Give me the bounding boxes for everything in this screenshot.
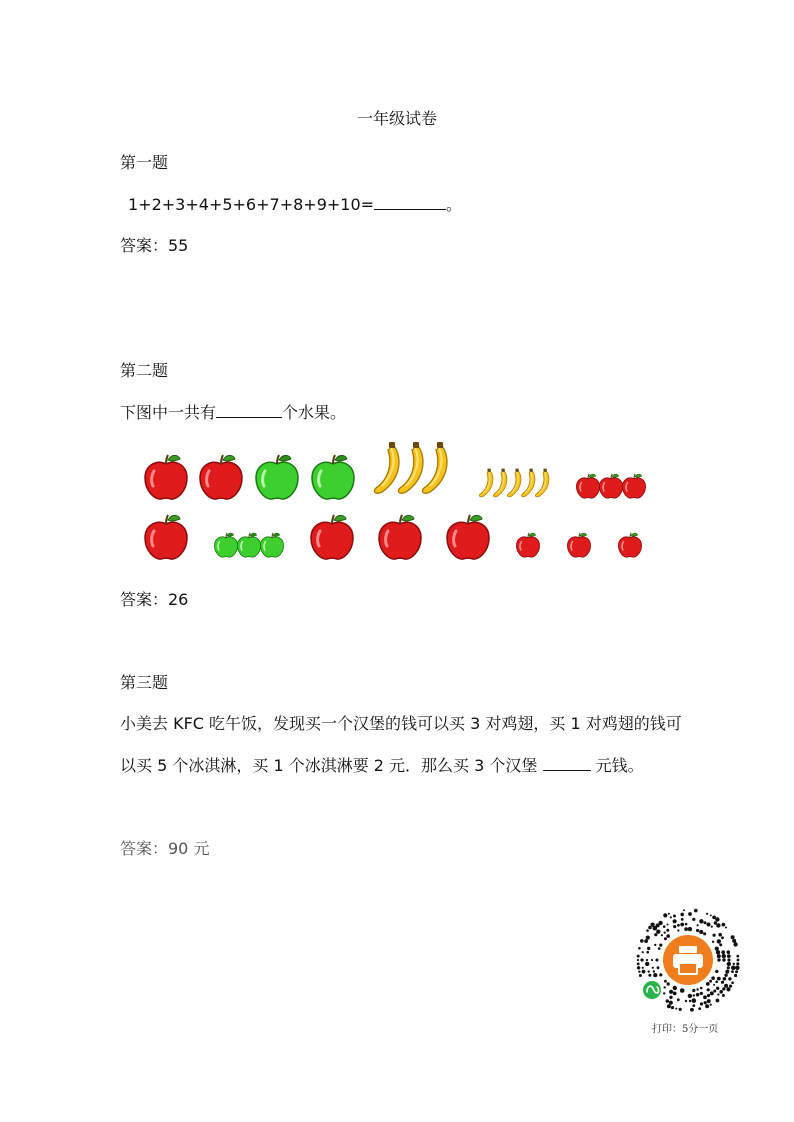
qr-dot: [642, 967, 644, 969]
qr-dot: [677, 998, 680, 1001]
qr-dot: [685, 1000, 687, 1002]
qr-dot: [645, 962, 649, 966]
qr-dot: [735, 966, 739, 970]
qr-dot: [710, 1004, 712, 1006]
qr-dot: [721, 936, 724, 939]
qr-dot: [699, 930, 703, 934]
qr-dot: [707, 988, 710, 991]
qr-dot: [735, 970, 738, 973]
qr-dot: [673, 992, 677, 996]
qr-dot: [706, 982, 710, 986]
qr-dot: [696, 993, 700, 997]
qr-dot: [656, 930, 660, 934]
qr-dot: [638, 971, 640, 973]
q3-line2-after: 元钱。: [595, 756, 644, 775]
qr-dot: [656, 959, 659, 962]
qr-dot: [727, 954, 731, 958]
banana-bunch-3-icon: [374, 442, 447, 493]
qr-dot: [664, 980, 667, 983]
qr-dot: [666, 999, 669, 1002]
q2-text-after: 个水果。: [282, 403, 347, 422]
qr-dot: [728, 977, 731, 980]
qr-dot: [696, 988, 698, 990]
q1-answer: 答案：55: [120, 236, 189, 255]
qr-dot: [719, 990, 723, 994]
qr-dot: [721, 950, 725, 954]
q3-answer-blank[interactable]: [543, 756, 591, 771]
qr-dot: [642, 970, 646, 974]
qr-dot: [667, 1004, 671, 1008]
qr-dot: [712, 941, 714, 943]
qr-dot: [707, 999, 711, 1003]
qr-dot: [642, 951, 644, 953]
qr-dot: [722, 994, 725, 997]
qr-dot: [675, 1008, 677, 1010]
qr-dot: [637, 963, 640, 966]
qr-dot: [726, 987, 730, 991]
qr-dot: [722, 987, 725, 990]
qr-dot: [717, 977, 721, 981]
qr-dot: [637, 955, 640, 958]
qr-dot: [646, 936, 650, 940]
qr-dot: [696, 929, 699, 932]
qr-dot: [703, 932, 706, 935]
qr-dot: [697, 924, 699, 926]
qr-dot: [667, 982, 670, 985]
qr-dot: [680, 913, 684, 917]
q1-expression: 1+2+3+4+5+6+7+8+9+10=: [128, 195, 375, 214]
q3-answer: 答案：90 元: [120, 839, 210, 858]
qr-dot: [663, 925, 666, 928]
qr-dot: [666, 929, 669, 932]
qr-dot: [707, 923, 711, 927]
qr-dot: [725, 970, 729, 974]
qr-dot: [651, 923, 655, 927]
qr-dot: [692, 989, 695, 992]
apple-green-icon: [256, 455, 298, 499]
qr-dot: [710, 991, 714, 995]
qr-dot: [639, 974, 642, 977]
qr-dot: [724, 974, 727, 977]
qr-dot: [661, 934, 663, 936]
qr-dot: [673, 925, 676, 928]
qr-dot: [715, 917, 719, 921]
q2-text-before: 下图中一共有: [120, 403, 217, 422]
qr-dot: [646, 929, 649, 932]
qr-dot: [651, 959, 653, 961]
qr-dot: [718, 933, 722, 937]
qr-dot: [670, 916, 672, 918]
qr-dot: [709, 980, 712, 983]
qr-dot: [669, 990, 673, 994]
qr-dot: [669, 1001, 673, 1005]
apple-green-icon: [312, 455, 354, 499]
qr-dot: [663, 913, 667, 917]
qr-dot: [677, 924, 680, 927]
qr-dot: [659, 944, 662, 947]
qr-dot: [653, 970, 655, 972]
qr-dot: [692, 998, 697, 1003]
qr-dot: [690, 1008, 694, 1012]
qr-dot: [711, 926, 713, 928]
wechat-mini-program-icon: [643, 981, 661, 999]
qr-dot: [700, 992, 703, 995]
apple-green-group-3-icon: [214, 533, 283, 557]
apple-red-small-icon: [567, 533, 590, 557]
qr-dot: [722, 923, 726, 927]
qr-dot: [669, 996, 672, 999]
page-title: 一年级试卷: [356, 109, 437, 128]
qr-dot: [654, 933, 657, 936]
qr-dot: [644, 939, 648, 943]
qr-dot: [725, 927, 727, 929]
qr-dot: [700, 1002, 703, 1005]
qr-dot: [733, 963, 735, 965]
qr-dot: [704, 1001, 707, 1004]
qr-dot: [703, 995, 707, 999]
qr-dot: [640, 958, 643, 961]
apple-red-icon: [200, 455, 242, 499]
qr-dot: [689, 1000, 691, 1002]
qr-dot: [736, 962, 739, 965]
qr-dot: [731, 966, 736, 971]
q1-period: 。: [446, 195, 463, 214]
qr-dot: [717, 939, 721, 943]
qr-dot: [681, 918, 684, 921]
qr-dot: [693, 994, 695, 996]
qr-dot: [716, 999, 720, 1003]
qr-dot: [713, 990, 716, 993]
qr-dot: [657, 966, 660, 969]
qr-dot: [646, 959, 648, 961]
qr-dot: [704, 921, 707, 924]
qr-dot: [711, 976, 715, 980]
qr-dot: [699, 919, 703, 923]
qr-dot: [707, 994, 710, 997]
qr-dot: [637, 966, 640, 969]
qr-dot: [727, 950, 731, 954]
qr-dot: [638, 947, 641, 950]
qr-dot: [664, 986, 666, 988]
qr-dot: [715, 981, 718, 984]
qr-dot: [652, 967, 654, 969]
qr-dot: [692, 918, 695, 921]
qr-dot: [727, 958, 730, 961]
qr-dot: [671, 1006, 674, 1009]
qr-dot: [658, 947, 661, 950]
apple-red-icon: [379, 515, 421, 559]
qr-dot: [727, 962, 731, 966]
qr-dot: [700, 987, 703, 990]
qr-dot: [717, 958, 720, 961]
qr-dot: [673, 919, 677, 923]
q2-answer: 答案：26: [120, 590, 189, 609]
qr-dot: [637, 959, 639, 961]
qr-dot: [683, 909, 685, 911]
q3-line1: 小美去 KFC 吃午饭，发现买一个汉堡的钱可以买 3 对鸡翅，买 1 对鸡翅的钱可: [120, 714, 682, 733]
qr-dot: [731, 970, 734, 973]
apple-red-small-icon: [516, 533, 539, 557]
qr-dot: [648, 970, 650, 972]
qr-dot: [731, 935, 735, 939]
qr-dot: [666, 934, 670, 938]
qr-dot: [664, 932, 666, 934]
qr-dot: [716, 950, 720, 954]
apple-red-icon: [145, 515, 187, 559]
apple-red-group-3-icon: [576, 474, 645, 498]
qr-dot: [659, 973, 662, 976]
qr-dot: [717, 954, 721, 958]
qr-dot: [698, 1007, 701, 1010]
qr-dot: [736, 955, 739, 958]
qr-dot: [653, 973, 657, 977]
qr-dot: [722, 954, 726, 958]
qr-dot: [673, 986, 677, 990]
qr-dot: [646, 951, 649, 954]
qr-dot: [734, 974, 737, 977]
qr-dot: [679, 1008, 682, 1011]
qr-dot: [729, 985, 732, 988]
qr-dot: [663, 992, 665, 994]
qr-dot: [640, 939, 644, 943]
qr-dot: [647, 947, 650, 950]
qr-dot: [723, 977, 727, 981]
qr-dot: [713, 984, 715, 986]
qr-dot: [688, 994, 692, 998]
qr-dot: [717, 993, 719, 995]
qr-dot: [692, 1004, 695, 1007]
qr-dot: [688, 912, 692, 916]
qr-dot: [673, 915, 676, 918]
qr-dot: [706, 913, 708, 915]
qr-dot: [722, 958, 725, 961]
apple-red-icon: [311, 515, 353, 559]
qr-dot: [685, 923, 688, 926]
qr-dot: [721, 981, 724, 984]
qr-dot: [719, 943, 722, 946]
qr-dot: [658, 921, 662, 925]
qr-dot: [715, 947, 719, 951]
qr-dot: [716, 987, 719, 990]
qr-dot: [648, 974, 651, 977]
qr-dot: [664, 937, 667, 940]
q2-heading: 第二题: [120, 361, 169, 380]
qr-dot: [733, 942, 737, 946]
qr-dot: [713, 934, 716, 937]
qr-dot: [654, 944, 656, 946]
qr-dot: [715, 970, 718, 973]
qr-code[interactable]: [636, 908, 740, 1012]
apple-red-icon: [447, 515, 489, 559]
qr-dot: [684, 927, 688, 931]
q3-heading: 第三题: [120, 673, 169, 692]
qr-dot: [705, 1004, 709, 1008]
qr-dot: [680, 923, 684, 927]
banana-bunch-5-icon: [479, 469, 549, 497]
q3-line2: [120, 753, 644, 776]
apple-red-small-icon: [618, 533, 641, 557]
qr-dot: [668, 913, 670, 915]
qr-dot: [727, 966, 730, 969]
qr-dot: [680, 988, 685, 993]
qr-dot: [731, 981, 734, 984]
qr-dot: [710, 914, 712, 916]
qr-dot: [724, 984, 728, 988]
q1-heading: 第一题: [120, 153, 169, 172]
qr-dot: [714, 921, 717, 924]
qr-dot: [677, 929, 679, 931]
qr-dot: [716, 923, 720, 927]
qr-dot: [694, 909, 698, 913]
q3-line2-before: 以买 5 个冰淇淋，买 1 个冰淇淋要 2 元．那么买 3 个汉堡: [120, 756, 538, 775]
qr-dot: [667, 924, 669, 926]
print-price-label: 打印：5分一页: [652, 1024, 719, 1035]
apple-red-icon: [145, 455, 187, 499]
qr-dot: [737, 959, 740, 962]
qr-dot: [648, 926, 652, 930]
qr-dot: [688, 927, 692, 931]
